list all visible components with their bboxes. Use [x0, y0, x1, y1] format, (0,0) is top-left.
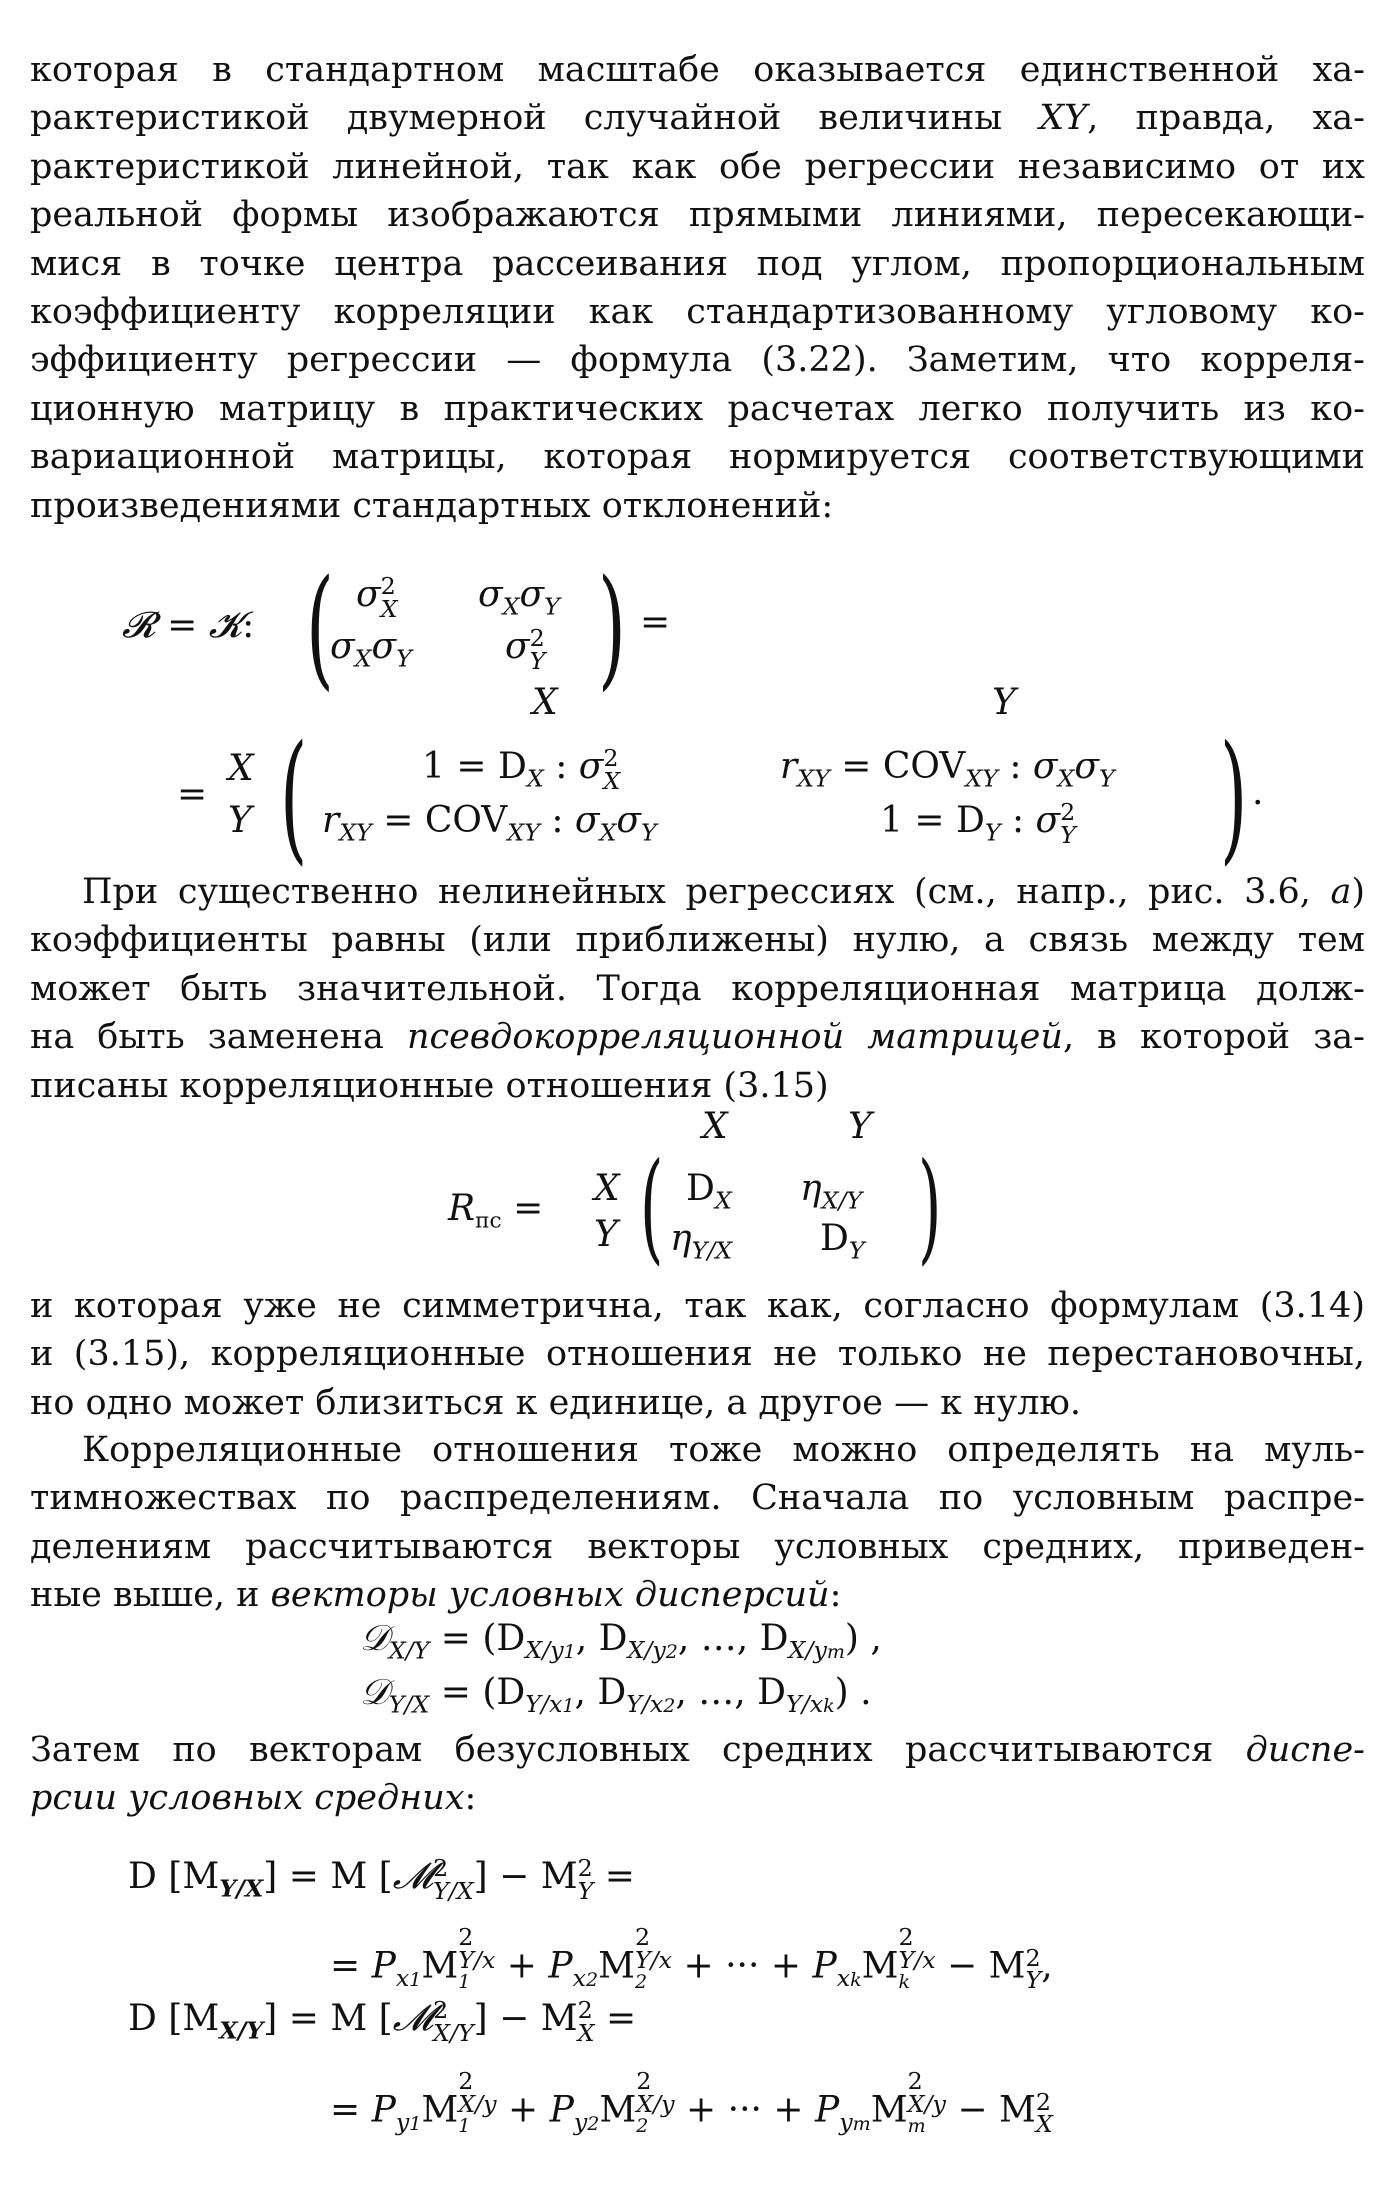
paragraph-line: коэффициенту корреляции как стандартизованному угловому ко- — [30, 292, 1365, 333]
paragraph-line: ционную матрицу в практических расчетах легко получить из ко- — [30, 388, 1365, 429]
eq2-m12: $\eta_{X/Y}$ — [800, 1168, 863, 1215]
paragraph-line: рактеристикой двумерной случайной величины XY, правда, ха- — [30, 98, 1366, 139]
paragraph-line: эффициенту регрессии — формула (3.22). Заметим, что корреля- — [30, 340, 1365, 381]
eq2-col-y: Y — [848, 1106, 872, 1147]
paragraph-asymmetric — [30, 1282, 1365, 1427]
eq1-col-y: Y — [992, 682, 1016, 723]
paragraph-line: Затем по векторам безусловных средних рассчитываются диспе- — [30, 1730, 1365, 1770]
eq1-a21: $r_{XY} = COV_{XY}$ : $\sigma_X\sigma_Y$ — [322, 800, 657, 847]
eq1-m12: $\sigma_X\sigma_Y$ — [478, 574, 560, 621]
eq1b-right-paren: ) — [1220, 716, 1248, 879]
eq2-col-x: X — [702, 1106, 728, 1147]
eq1-right-paren: ) — [598, 551, 626, 703]
eq2-eq: = — [513, 1188, 544, 1229]
eq2-m21: $\eta_{Y/X}$ — [670, 1218, 733, 1265]
eq1b-left-paren: ( — [280, 716, 308, 879]
eq1-m11: σ 2 X — [356, 572, 398, 623]
paragraph-line: тимножествах по распределениям. Сначала по условным распре- — [30, 1478, 1365, 1519]
paragraph-conditional-means — [30, 1726, 1365, 1823]
paragraph-line: Корреляционные отношения тоже можно определять на муль- — [82, 1430, 1365, 1470]
eq2-lhs-sub: пс — [475, 1208, 502, 1234]
eq2-m11: $D_X$ — [686, 1168, 732, 1215]
eq4-line1: D $[M_{Y/X}] = M$ [𝓜 2 Y/X ] − M 2 Y = — [128, 1854, 635, 1905]
eq1-m21: $\sigma_X\sigma_Y$ — [330, 626, 412, 673]
eq2-m22: $D_Y$ — [820, 1218, 865, 1265]
paragraph-line: реальной формы изображаются прямыми линиями, пересекающи- — [30, 195, 1365, 236]
eq4-line4: = $P_{y1}M$ 2 X/y 1 + $P_{y2}M$ 2 X/y 2 + ··· + $P_{ym}M$ 2 X/y m − M 2 X — [330, 2067, 1053, 2139]
paragraph-line: При существенно нелинейных регрессиях (см., напр., рис. 3.6, а) — [82, 872, 1365, 912]
paragraph-line: но одно может близиться к единице, а другое — к нулю. — [30, 1382, 1082, 1423]
paragraph-line: произведениями стандартных отклонений: — [30, 485, 834, 526]
eq2-right-paren: ) — [918, 1138, 942, 1277]
eq1-lhs: 𝓡 = 𝓚: — [122, 605, 255, 646]
paragraph-line: на быть заменена псевдокорреляционной матрицей, в которой за- — [30, 1017, 1366, 1058]
eq1-a12: $r_{XY} = COV_{XY}$ : $\sigma_X\sigma_Y$ — [780, 746, 1115, 793]
eq4-line3: D $[M_{X/Y}] = M$ [𝓜 2 X/Y ] − M 2 X = — [128, 1996, 637, 2047]
paragraph-line: рсии условных средних: — [30, 1778, 477, 1819]
eq2-lhs-symbol: R — [448, 1188, 476, 1229]
eq1-end: . — [1252, 772, 1264, 813]
paragraph-line: рактеристикой линейной, так как обе регрессии независимо от их — [30, 146, 1365, 187]
eq3-line2: 𝒟$_{Y/X}$ = ($D_{Y/x1}$, $D_{Y/x2}$, …, $D_{Y/xk}$) . — [360, 1672, 872, 1719]
paragraph-line: и (3.15), корреляционные отношения не только не перестановочны, — [30, 1334, 1365, 1375]
paragraph-line: вариационной матрицы, которая нормируется соответствующими — [30, 437, 1365, 478]
paragraph-line: мися в точке центра рассеивания под углом, пропорциональным — [30, 243, 1365, 284]
paragraph-line: делениям рассчитываются векторы условных средних, приведен- — [30, 1526, 1365, 1567]
paragraph-multisets — [30, 1426, 1365, 1620]
paragraph-line: коэффициенты равны (или приближены) нулю, а связь между тем — [30, 920, 1365, 961]
eq4-line2: = $P_{x1}M$ 2 Y/x 1 + $P_{x2}M$ 2 Y/x 2 + ··· + $P_{xk}M$ 2 Y/x k − M 2 Y , — [330, 1923, 1053, 1995]
eq1-a11: $1 = D_X$ : σ 2 X — [422, 744, 621, 795]
eq1-row-y: Y — [228, 800, 252, 841]
paragraph-line: писаны корреляционные отношения (3.15) — [30, 1065, 829, 1106]
eq1-left-paren: ( — [306, 551, 334, 703]
paragraph-line: может быть значительной. Тогда корреляционная матрица долж- — [30, 968, 1365, 1009]
eq1-tail-eq: = — [640, 602, 671, 643]
eq1-a22: $1 = D_Y$ : σ 2 Y — [880, 798, 1076, 849]
eq1-row-x: X — [228, 748, 254, 789]
paragraph-intro — [30, 46, 1365, 530]
eq2-left-paren: ( — [640, 1138, 664, 1277]
paragraph-line: которая в стандартном масштабе оказывается единственной ха- — [30, 50, 1365, 90]
eq2-row-y: Y — [594, 1214, 618, 1255]
eq3-line1: 𝒟$_{X/Y}$ = ($D_{X/y1}$, $D_{X/y2}$, …, $D_{X/ym}$) , — [360, 1618, 882, 1665]
paragraph-nonlinear — [30, 868, 1365, 1110]
eq2-lhs — [448, 1188, 543, 1234]
eq1-col-x: X — [532, 682, 558, 723]
eq1-m22: σ 2 Y — [505, 624, 546, 675]
paragraph-line: и которая уже не симметрична, так как, согласно формулам (3.14) — [30, 1286, 1365, 1326]
paragraph-line: ные выше, и векторы условных дисперсий: — [30, 1575, 842, 1616]
eq1-eq: = — [177, 774, 208, 815]
eq2-row-x: X — [594, 1168, 620, 1209]
